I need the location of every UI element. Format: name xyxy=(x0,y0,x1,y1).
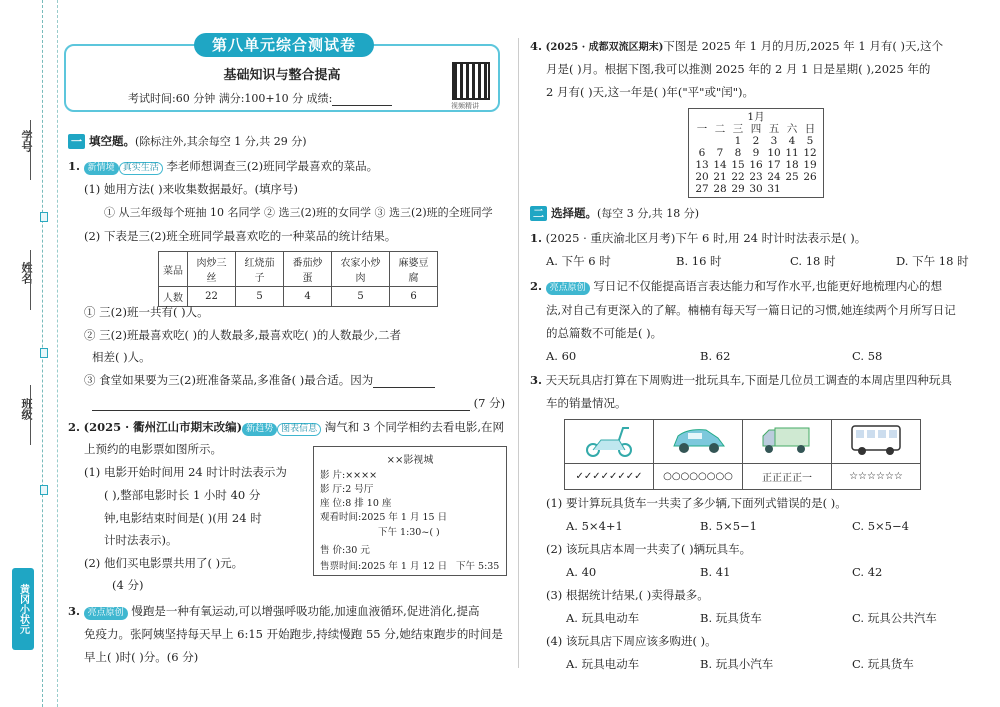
q2-tag-trend: 新趋势 xyxy=(242,423,277,436)
c2-line3: 的总篇数不可能是( )。 xyxy=(546,326,663,340)
dish-header-cell: 麻婆豆腐 xyxy=(390,252,438,287)
class-line xyxy=(30,385,31,445)
c3-p4-option-a[interactable]: A. 玩具电动车 xyxy=(566,657,640,671)
weekday-cell: 六 xyxy=(786,123,798,135)
day-cell xyxy=(801,183,819,195)
c2-line1-text: 写日记不仅能提高语言表达能力和写作水平,也能更好地梳理内心的想 xyxy=(593,279,942,293)
q1-sub3a-text: ③ 食堂如果要为三(2)班准备菜品,多准备( )最合适。因为 xyxy=(84,373,374,387)
ticket-seat: 座 位:8 排 10 座 xyxy=(320,498,392,509)
dish-value-cell: 22 xyxy=(188,287,236,307)
q2-stem2: 上预约的电影票如图所示。 xyxy=(84,442,222,456)
q1-stem-text: 李老师想调查三(2)班同学最喜欢的菜品。 xyxy=(166,159,379,173)
section-1-header xyxy=(68,133,307,150)
weekday-cell: 四 xyxy=(750,123,762,135)
dish-table-header xyxy=(159,252,438,287)
c2-option-c[interactable]: C. 58 xyxy=(852,349,883,363)
section-2-note: (每空 3 分,共 18 分) xyxy=(597,207,700,220)
ticket-sold-time: 下午 5:35 xyxy=(456,561,500,572)
c3-p2-option-b[interactable]: B. 41 xyxy=(700,565,731,579)
q4-line3: 2 月有( )天,这一年是( )年("平"或"闰")。 xyxy=(546,85,755,99)
c1-option-d[interactable]: D. 下午 18 时 xyxy=(896,254,969,268)
day-cell xyxy=(693,135,711,147)
day-cell: 19 xyxy=(803,159,817,171)
day-cell: 16 xyxy=(749,159,763,171)
section-2-title: 选择题。 xyxy=(551,206,597,220)
calendar xyxy=(688,108,824,198)
day-cell: 2 xyxy=(752,135,760,147)
q4-source: (2025 · 成都双流区期末) xyxy=(545,42,664,53)
q3-number: 3. xyxy=(68,604,81,618)
day-cell: 30 xyxy=(749,183,763,195)
c2-line1 xyxy=(530,278,942,295)
electric-scooter-icon xyxy=(579,422,639,458)
day-cell: 1 xyxy=(734,135,742,147)
c3-p4: (4) 该玩具店下周应该多购进( )。 xyxy=(546,634,717,648)
q2-points: (4 分) xyxy=(112,578,144,592)
exam-info xyxy=(128,90,392,106)
dish-value-cell: 6 xyxy=(390,287,438,307)
q1-sub3a xyxy=(84,372,435,388)
ticket-sold-date: 售票时间:2025 年 1 月 12 日 xyxy=(320,561,448,572)
day-cell: 24 xyxy=(767,171,781,183)
dish-header-cell: 番茄炒蛋 xyxy=(284,252,332,287)
binding-mark-bot xyxy=(40,485,48,495)
brand-logo: 黄冈小状元 xyxy=(12,568,34,650)
calendar-week xyxy=(693,171,819,183)
scooter-tally: ✓✓✓✓✓✓✓✓ xyxy=(565,464,654,490)
q4-line1 xyxy=(530,38,943,56)
day-cell: 25 xyxy=(785,171,799,183)
name-line xyxy=(30,250,31,310)
exam-info-text: 考试时间:60 分钟 满分:100+10 分 成绩: xyxy=(128,92,333,105)
ticket-hall: 影 厅:2 号厅 xyxy=(320,484,374,495)
day-cell: 9 xyxy=(752,147,760,159)
day-cell: 31 xyxy=(767,183,781,195)
weekday-cell: 二 xyxy=(714,123,726,135)
day-cell: 5 xyxy=(806,135,814,147)
q2-tag-chart: 图表信息 xyxy=(277,423,321,436)
ticket-title: ××影视城 xyxy=(386,455,434,466)
bus-tally: ☆☆☆☆☆☆ xyxy=(832,464,921,490)
q1-tag-life: 真实生活 xyxy=(119,162,163,175)
toy-car-icon xyxy=(668,422,728,458)
calendar-week xyxy=(693,147,819,159)
q2-p1d: 计时法表示)。 xyxy=(104,533,178,547)
toy-sales-table xyxy=(564,419,921,490)
weekday-cell: 一 xyxy=(696,123,708,135)
c3-p2: (2) 该玩具店本周一共卖了( )辆玩具车。 xyxy=(546,542,752,556)
calendar-week xyxy=(693,159,819,171)
dish-value-cell: 5 xyxy=(236,287,284,307)
calendar-week xyxy=(693,183,819,195)
q1-reason-blank[interactable] xyxy=(373,376,435,388)
weekday-cell: 五 xyxy=(768,123,780,135)
binding-mark-mid xyxy=(40,348,48,358)
name-label: 姓名 xyxy=(20,262,33,284)
q1-sub1: ① 三(2)班一共有( )人。 xyxy=(84,305,209,319)
day-cell: 3 xyxy=(770,135,778,147)
day-cell: 6 xyxy=(698,147,706,159)
q2-p1a: (1) 电影开始时间用 24 时计时法表示为 xyxy=(84,465,287,479)
q2-source: (2025 · 衢州江山市期末改编) xyxy=(83,420,243,434)
q1-tag-new: 新情境 xyxy=(84,162,119,175)
section-1-title: 填空题。 xyxy=(89,134,135,148)
dish-header-cell: 红烧茄子 xyxy=(236,252,284,287)
page-title: 第八单元综合测试卷 xyxy=(194,33,374,57)
q1-sub2a: ② 三(2)班最喜欢吃( )的人数最多,最喜欢吃( )的人数最少,二者 xyxy=(84,328,402,342)
q2-p1b: ( ),整部电影时长 1 小时 40 分 xyxy=(104,488,261,502)
calendar-title: 1月 xyxy=(747,111,765,123)
c2-tag: 亮点原创 xyxy=(546,282,590,295)
dish-value-cell: 4 xyxy=(284,287,332,307)
score-blank[interactable] xyxy=(332,94,392,106)
c1-option-b[interactable]: B. 16 时 xyxy=(676,254,722,268)
day-cell: 15 xyxy=(731,159,745,171)
student-id-line xyxy=(30,120,31,180)
c2-line2: 法,对自己有更深入的了解。楠楠有每天写一篇日记的习惯,她连续两个月所写日记 xyxy=(546,303,956,317)
toy-image-row xyxy=(565,420,921,464)
day-cell xyxy=(783,183,801,195)
title-box xyxy=(64,36,500,112)
dish-header-cell: 农家小炒肉 xyxy=(332,252,390,287)
day-cell: 27 xyxy=(695,183,709,195)
binding-mark-top xyxy=(40,212,48,222)
q4-number: 4. xyxy=(530,39,543,53)
toy-scooter-cell xyxy=(565,420,654,464)
section-2-number: 二 xyxy=(530,206,547,221)
ticket-price: 售 价:30 元 xyxy=(320,545,370,556)
day-cell: 26 xyxy=(803,171,817,183)
day-cell: 13 xyxy=(695,159,709,171)
c3-p1-option-b[interactable]: B. 5×5−1 xyxy=(700,519,757,533)
q2-number: 2. xyxy=(68,420,81,434)
q1-stem xyxy=(68,158,378,175)
c3-p1-option-c[interactable]: C. 5×5−4 xyxy=(852,519,909,533)
q2-p2a: (2) 他们买电影票共用了( )元。 xyxy=(84,556,244,570)
dish-header-cell: 肉炒三丝 xyxy=(188,252,236,287)
c3-line1 xyxy=(530,372,952,388)
class-label: 班级 xyxy=(20,398,33,420)
dish-table xyxy=(158,251,438,307)
section-2-header xyxy=(530,205,699,222)
q1-number: 1. xyxy=(68,159,81,173)
c3-number: 3. xyxy=(530,373,543,387)
c3-line2: 车的销量情况。 xyxy=(546,396,627,410)
day-cell: 7 xyxy=(716,147,724,159)
day-cell: 23 xyxy=(749,171,763,183)
day-cell: 17 xyxy=(767,159,781,171)
day-cell: 20 xyxy=(695,171,709,183)
day-cell: 10 xyxy=(767,147,781,159)
toy-bus-icon xyxy=(846,422,906,458)
q1-reason-line[interactable] xyxy=(92,399,470,411)
c3-p3-option-b[interactable]: B. 玩具货车 xyxy=(700,611,762,625)
dish-value-cell: 人数 xyxy=(159,287,188,307)
q2-stem xyxy=(68,419,504,436)
day-cell: 21 xyxy=(713,171,727,183)
calendar-grid xyxy=(693,123,819,195)
truck-tally: 正正正正一 xyxy=(743,464,832,490)
day-cell: 4 xyxy=(788,135,796,147)
day-cell xyxy=(711,135,729,147)
c3-line1-text: 天天玩具店打算在下周购进一批玩具车,下面是几位员工调查的本周店里四种玩具 xyxy=(545,373,952,387)
ticket-time: 下午 1:30~( ) xyxy=(378,527,440,538)
section-1-number: 一 xyxy=(68,134,85,149)
q1-part1: (1) 她用方法( )来收集数据最好。(填序号) xyxy=(84,182,299,196)
calendar-week xyxy=(693,135,819,147)
q3-line1-text: 慢跑是一种有氧运动,可以增强呼吸功能,加速血液循环,促进消化,提高 xyxy=(131,604,480,618)
q3-tag: 亮点原创 xyxy=(84,607,128,620)
toy-truck-cell xyxy=(743,420,832,464)
toy-truck-icon xyxy=(757,422,817,458)
day-cell: 29 xyxy=(731,183,745,195)
student-id-label: 学号 xyxy=(20,130,33,152)
toy-car-cell xyxy=(654,420,743,464)
toy-bus-cell xyxy=(832,420,921,464)
binding-strip xyxy=(0,0,58,707)
qr-code-icon[interactable] xyxy=(452,62,490,100)
q4-line2: 月是( )月。根据下图,我可以推测 2025 年的 2 月 1 日是星期( ),2025 年的 xyxy=(546,62,931,76)
section-1-note: (除标注外,其余每空 1 分,共 29 分) xyxy=(135,135,307,148)
q3-line1 xyxy=(68,603,479,620)
weekday-cell: 三 xyxy=(732,123,744,135)
q1-sub2b: 相差( )人。 xyxy=(92,350,151,364)
day-cell: 12 xyxy=(803,147,817,159)
calendar-weekdays xyxy=(693,123,819,135)
q1-points: (7 分) xyxy=(473,396,506,410)
ticket-movie: 影 片:×××× xyxy=(320,470,378,481)
c1-stem xyxy=(530,230,866,246)
c3-p3: (3) 根据统计结果,( )卖得最多。 xyxy=(546,588,709,602)
q3-line2: 免疫力。张阿姨坚持每天早上 6:15 开始跑步,持续慢跑 55 分,她结束跑步的时间是 xyxy=(84,627,503,641)
c3-p4-option-b[interactable]: B. 玩具小汽车 xyxy=(700,657,774,671)
weekday-cell: 日 xyxy=(804,123,816,135)
q1-sub3b xyxy=(92,395,505,411)
movie-ticket xyxy=(313,446,507,576)
column-divider xyxy=(518,38,519,668)
day-cell: 28 xyxy=(713,183,727,195)
c2-number: 2. xyxy=(530,279,543,293)
c3-p2-option-c[interactable]: C. 42 xyxy=(852,565,883,579)
c2-option-b[interactable]: B. 62 xyxy=(700,349,731,363)
c1-stem-text: (2025 · 重庆渝北区月考)下午 6 时,用 24 时计时法表示是( )。 xyxy=(545,231,867,245)
q3-line3: 早上( )时( )分。(6 分) xyxy=(84,650,199,664)
c3-p3-option-a[interactable]: A. 玩具电动车 xyxy=(566,611,640,625)
c3-p2-option-a[interactable]: A. 40 xyxy=(566,565,597,579)
car-tally: ○○○○○○○○ xyxy=(654,464,743,490)
c1-option-a[interactable]: A. 下午 6 时 xyxy=(546,254,611,268)
day-cell: 22 xyxy=(731,171,745,183)
c3-p3-option-c[interactable]: C. 玩具公共汽车 xyxy=(852,611,937,625)
c2-option-a[interactable]: A. 60 xyxy=(546,349,577,363)
ticket-date: 观看时间:2025 年 1 月 15 日 xyxy=(320,512,448,523)
day-cell: 18 xyxy=(785,159,799,171)
day-cell: 8 xyxy=(734,147,742,159)
c1-number: 1. xyxy=(530,231,543,245)
q2-p1c: 钟,电影结束时间是( )(用 24 时 xyxy=(104,511,262,525)
c3-p4-option-c[interactable]: C. 玩具货车 xyxy=(852,657,914,671)
day-cell: 14 xyxy=(713,159,727,171)
c1-option-c[interactable]: C. 18 时 xyxy=(790,254,836,268)
c3-p1-option-a[interactable]: A. 5×4+1 xyxy=(566,519,623,533)
toy-count-row xyxy=(565,464,921,490)
dish-value-cell: 5 xyxy=(332,287,390,307)
c3-p1: (1) 要计算玩具货车一共卖了多少辆,下面列式错误的是( )。 xyxy=(546,496,847,510)
page-subtitle: 基础知识与整合提高 xyxy=(223,68,341,83)
qr-label: 视频精讲 xyxy=(451,102,479,110)
q1-part2: (2) 下表是三(2)班全班同学最喜欢吃的一种菜品的统计结果。 xyxy=(84,229,397,243)
q4-line1-text: 下图是 2025 年 1 月的月历,2025 年 1 月有( )天,这个 xyxy=(663,39,944,53)
q1-options: ① 从三年级每个班抽 10 名同学 ② 选三(2)班的女同学 ③ 选三(2)班的全班同学 xyxy=(104,206,493,219)
q2-stem-text: 淘气和 3 个同学相约去看电影,在网 xyxy=(324,420,505,434)
day-cell: 11 xyxy=(785,147,799,159)
dish-header-cell: 菜品 xyxy=(159,252,188,287)
